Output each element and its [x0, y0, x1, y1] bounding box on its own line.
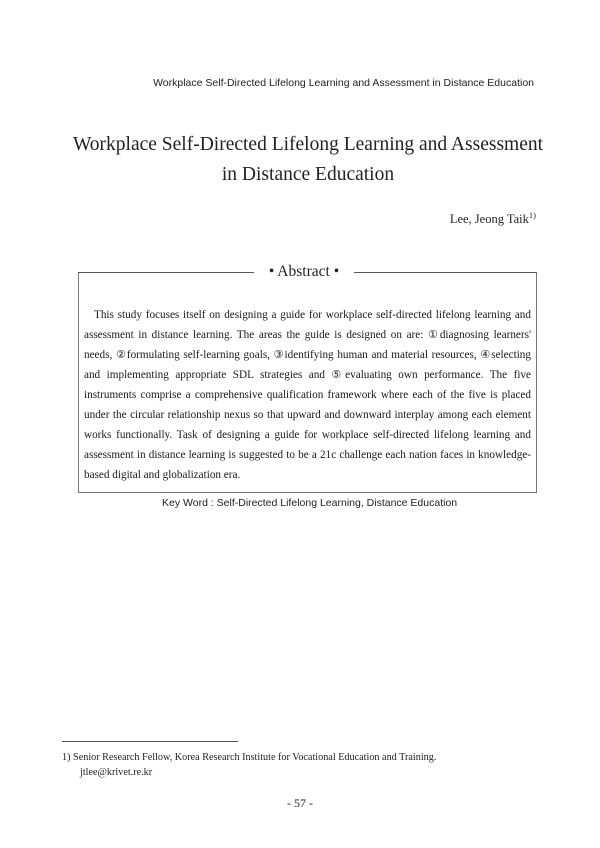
page-number: - 57 -: [287, 796, 313, 810]
paper-title: [40, 130, 576, 190]
footnote: [62, 750, 542, 780]
abstract-header: [78, 262, 537, 282]
footnote-divider: [62, 741, 238, 742]
abstract-body: [84, 305, 531, 485]
abstract-heading: • Abstract •: [268, 263, 340, 280]
abstract-text: This study focuses itself on designing a guide for workplace self-directed lifelong learning and assessment in distance learning. The areas the guide is designed on are: ①diagnosing learners' needs, ②formulating self-learning goals, ③identifying human and material resources, ④selecting and implementing appropriate SDL strategies and ⑤evaluating own performance. The five instruments comprise a comprehensive qualification framework where each of the five is placed under the circular relationship nexus so that upward and downward interplay among each element works functionally. Task of designing a guide for workplace self-directed lifelong learning and assessment in distance learning is suggested to be a 21c challenge each nation faces in knowledge-based digital and globalization era.: [84, 309, 531, 481]
title-line-2: in Distance Education: [221, 164, 395, 185]
title-line-1: Workplace Self-Directed Lifelong Learning and Assessment: [72, 134, 544, 155]
footnote-email: jtlee@krivet.re.kr: [80, 767, 153, 778]
abstract-rule-right: [354, 272, 537, 273]
author-footnote-marker[interactable]: 1): [528, 210, 536, 220]
author-name: Lee, Jeong Taik: [449, 212, 529, 226]
abstract-rule-left: [78, 272, 254, 273]
author: [450, 210, 536, 227]
keywords: Key Word : Self-Directed Lifelong Learning, Distance Education: [162, 497, 458, 509]
footnote-line-1: 1) Senior Research Fellow, Korea Research Institute for Vocational Education and Training.: [62, 752, 437, 763]
running-head: Workplace Self-Directed Lifelong Learning and Assessment in Distance Education: [153, 77, 534, 89]
